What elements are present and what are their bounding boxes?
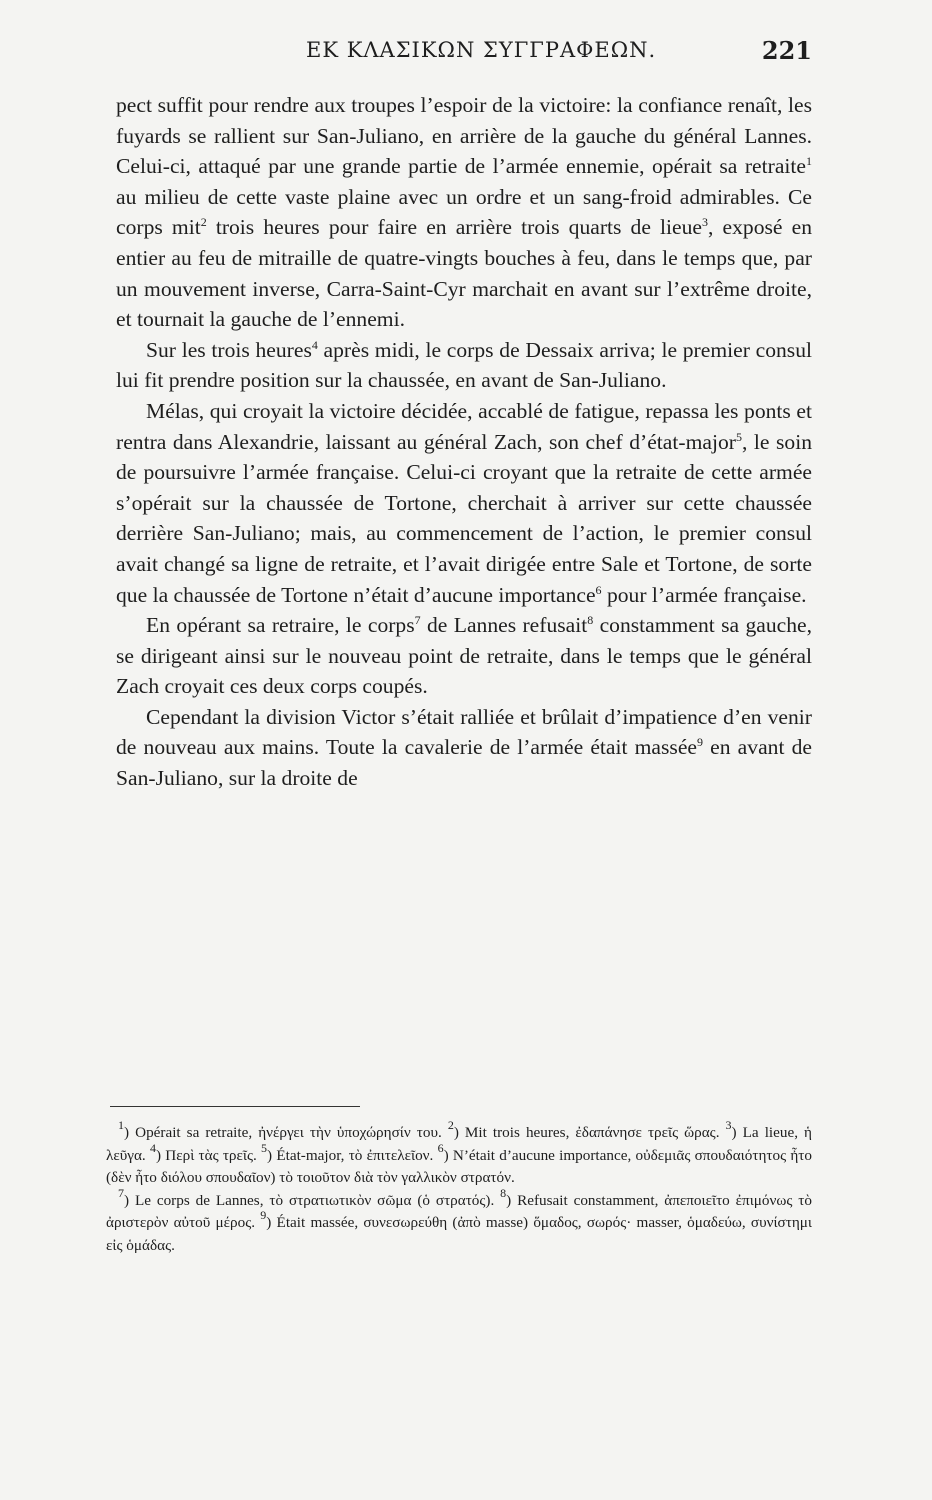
paragraph: En opérant sa retraire, le corps$^7$ de Lannes refusait$^8$ constamment sa gauche, se dirigeant ainsi sur le nouveau point de retraite, dans le temps que le général Zach croyait ces deux corps coupés. (116, 613, 813, 699)
running-title: ΕΚ ΚΛΑΣΙΚΩΝ ΣΥΓΓΡΑΦΕΩΝ. (306, 38, 657, 62)
footnote-paragraph: $^7$) Le corps de Lannes, τὸ στρατιωτικὸν σῶμα (ὁ στρατός). $^8$) Refusait constamment, ἀπεποιεῖτο ἐπιμόνως τὸ ἀριστερὸν αὐτοῦ μέρος. $^9$) Était massée, συνεσωρεύθη (ἀπὸ masse) ὅμαδος, σωρός· masser, ὁμαδεύω, συνίστημι εἰς ὁμάδας. (106, 1185, 813, 1254)
page-number: 221 (761, 36, 812, 65)
footnote-marker: 6 (595, 582, 602, 597)
main-text (116, 90, 812, 794)
footnote-paragraph: $^1$) Opérait sa retraite, ἠνέργει τὴν ὑποχώρησίν του. $^2$) Mit trois heures, ἐδαπάνησε τρεῖς ὥρας. $^3$) La lieue, ἡ λεῦγα. $^4$) Περὶ τὰς τρεῖς. $^5$) État-major, τὸ ἐπιτελεῖον. $^6$) N’était d’aucune importance, οὐδεμιᾶς σπουδαιότητος ἦτο (δὲν ἦτο διόλου σπουδαῖον) τὸ τοιοῦτον διὰ τὸν γαλλικὸν στρατόν. (106, 1118, 812, 1186)
footnote-divider (110, 1106, 360, 1107)
paragraph: pect suffit pour rendre aux troupes l’espoir de la victoire: la confiance renaît, les fuyards se rallient sur San-Juliano, en arrière de la gauche du général Lannes. Celui-ci, attaqué par une grande partie de l’armée ennemie, opérait sa retraite$^1$ au milieu de cette vaste plaine avec un ordre et un sang-froid admirables. Ce corps mit$^2$ trois heures pour faire en arrière trois quarts de lieue$^3$, exposé en entier au feu de mitraille de quatre-vingts bouches à feu, dans le temps que, par un mouvement inverse, Carra-Saint-Cyr marchait en avant sur l’extrême droite, et tournait la gauche de l’ennemi. (116, 93, 813, 332)
footnote-marker: 1 (806, 154, 812, 169)
paragraph: Mélas, qui croyait la victoire décidée, accablé de fatigue, repassa les ponts et rentra dans Alexandrie, laissant au général Zach, son chef d’état-major$^5$, le soin de poursuivre l’armée française. Celui-ci croyant que la retraite de cette armée s’opérait sur la chaussée de Tortone, cherchait à arriver sur cette chaussée derrière San-Juliano; mais, au commencement de l’action, le premier consul avait changé sa ligne de retraite, et l’avait dirigée entre Sale et Tortone, de sorte que la chaussée de Tortone n’était d’aucune importance$^6$ pour l’armée française. (116, 398, 812, 607)
paragraph: Cependant la division Victor s’était ralliée et brûlait d’impatience d’en venir de nouveau aux mains. Toute la cavalerie de l’armée était massée$^9$ en avant de San-Juliano, sur la droite de (116, 704, 812, 791)
footnote-marker: 7 (414, 613, 421, 628)
paragraph: Sur les trois heures$^4$ après midi, le corps de Dessaix arriva; le premier consul lui fit prendre position sur la chaussée, en avant de San-Juliano. (116, 337, 812, 393)
footnote-marker: 5 (735, 429, 742, 444)
footnote-marker: 9 (697, 735, 703, 750)
footnote-marker: 2 (200, 215, 207, 230)
footnote-marker: 3 (702, 215, 709, 230)
footnote-marker: 8 (587, 613, 594, 628)
footnote-marker: 4 (311, 337, 318, 352)
page-header (112, 38, 812, 72)
footnotes (106, 1118, 813, 1257)
